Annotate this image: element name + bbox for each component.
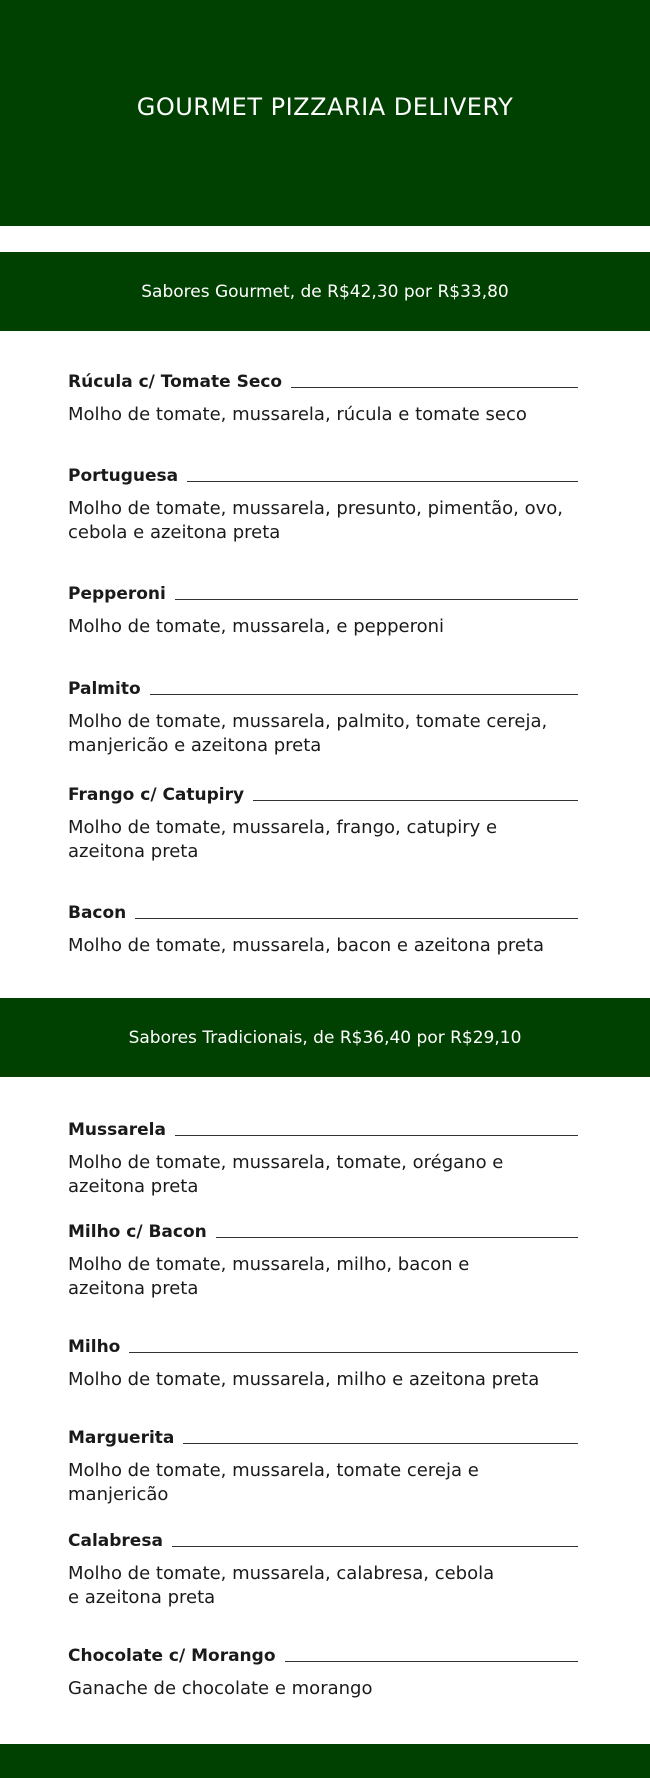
dotted-leader-line [187, 481, 578, 482]
menu-item [68, 1336, 578, 1392]
item-description: Molho de tomate, mussarela, milho, bacon e azeitona preta [68, 1254, 470, 1299]
menu-item [68, 371, 578, 427]
item-description: Molho de tomate, mussarela, presunto, pimentão, ovo, cebola e azeitona preta [68, 498, 563, 543]
dotted-leader-line [175, 599, 578, 600]
item-name: Frango c/ Catupiry [68, 785, 245, 805]
section-banner-tradicionais [0, 998, 650, 1077]
item-description: Molho de tomate, mussarela, rúcula e tomate seco [68, 404, 527, 425]
item-name: Pepperoni [68, 584, 166, 604]
section-title: Sabores Gourmet, de R$42,30 por R$33,80 [141, 281, 509, 302]
item-description: Molho de tomate, mussarela, e pepperoni [68, 616, 445, 637]
item-description: Molho de tomate, mussarela, palmito, tomate cereja, manjericão e azeitona preta [68, 711, 548, 756]
item-name: Chocolate c/ Morango [68, 1646, 276, 1666]
dotted-leader-line [172, 1546, 578, 1547]
header-banner [0, 0, 650, 226]
dotted-leader-line [183, 1443, 578, 1444]
item-description: Molho de tomate, mussarela, tomate cereja e manjericão [68, 1460, 479, 1505]
menu-item [68, 1427, 578, 1507]
dotted-leader-line [175, 1135, 578, 1136]
dotted-leader-line [285, 1661, 579, 1662]
item-description: Molho de tomate, mussarela, bacon e azeitona preta [68, 935, 545, 956]
menu-item [68, 678, 578, 758]
item-description: Molho de tomate, mussarela, tomate, orégano e azeitona preta [68, 1152, 504, 1197]
menu-item [68, 902, 578, 958]
dotted-leader-line [135, 918, 578, 919]
item-description: Molho de tomate, mussarela, frango, catupiry e azeitona preta [68, 817, 498, 862]
item-name: Milho c/ Bacon [68, 1222, 207, 1242]
menu-item [68, 1119, 578, 1199]
menu-item [68, 1530, 578, 1610]
menu-item [68, 583, 578, 639]
dotted-leader-line [150, 694, 578, 695]
dotted-leader-line [129, 1352, 578, 1353]
item-name: Mussarela [68, 1120, 166, 1140]
menu-item [68, 1221, 578, 1301]
footer-band [0, 1744, 650, 1778]
item-name: Palmito [68, 679, 141, 699]
dotted-leader-line [291, 387, 578, 388]
item-description: Ganache de chocolate e morango [68, 1678, 373, 1699]
section-banner-gourmet [0, 252, 650, 331]
item-name: Rúcula c/ Tomate Seco [68, 372, 283, 392]
item-description: Molho de tomate, mussarela, milho e azeitona preta [68, 1369, 540, 1390]
item-name: Marguerita [68, 1428, 175, 1448]
page-title: GOURMET PIZZARIA DELIVERY [136, 93, 514, 121]
dotted-leader-line [216, 1237, 578, 1238]
dotted-leader-line [253, 800, 578, 801]
item-description: Molho de tomate, mussarela, calabresa, cebola e azeitona preta [68, 1563, 495, 1608]
item-name: Milho [68, 1337, 121, 1357]
menu-item [68, 465, 578, 545]
section-title: Sabores Tradicionais, de R$36,40 por R$29,10 [128, 1027, 522, 1048]
item-name: Calabresa [68, 1531, 163, 1551]
item-name: Bacon [68, 903, 127, 923]
menu-item [68, 784, 578, 864]
menu-item [68, 1645, 578, 1701]
item-name: Portuguesa [68, 466, 179, 486]
